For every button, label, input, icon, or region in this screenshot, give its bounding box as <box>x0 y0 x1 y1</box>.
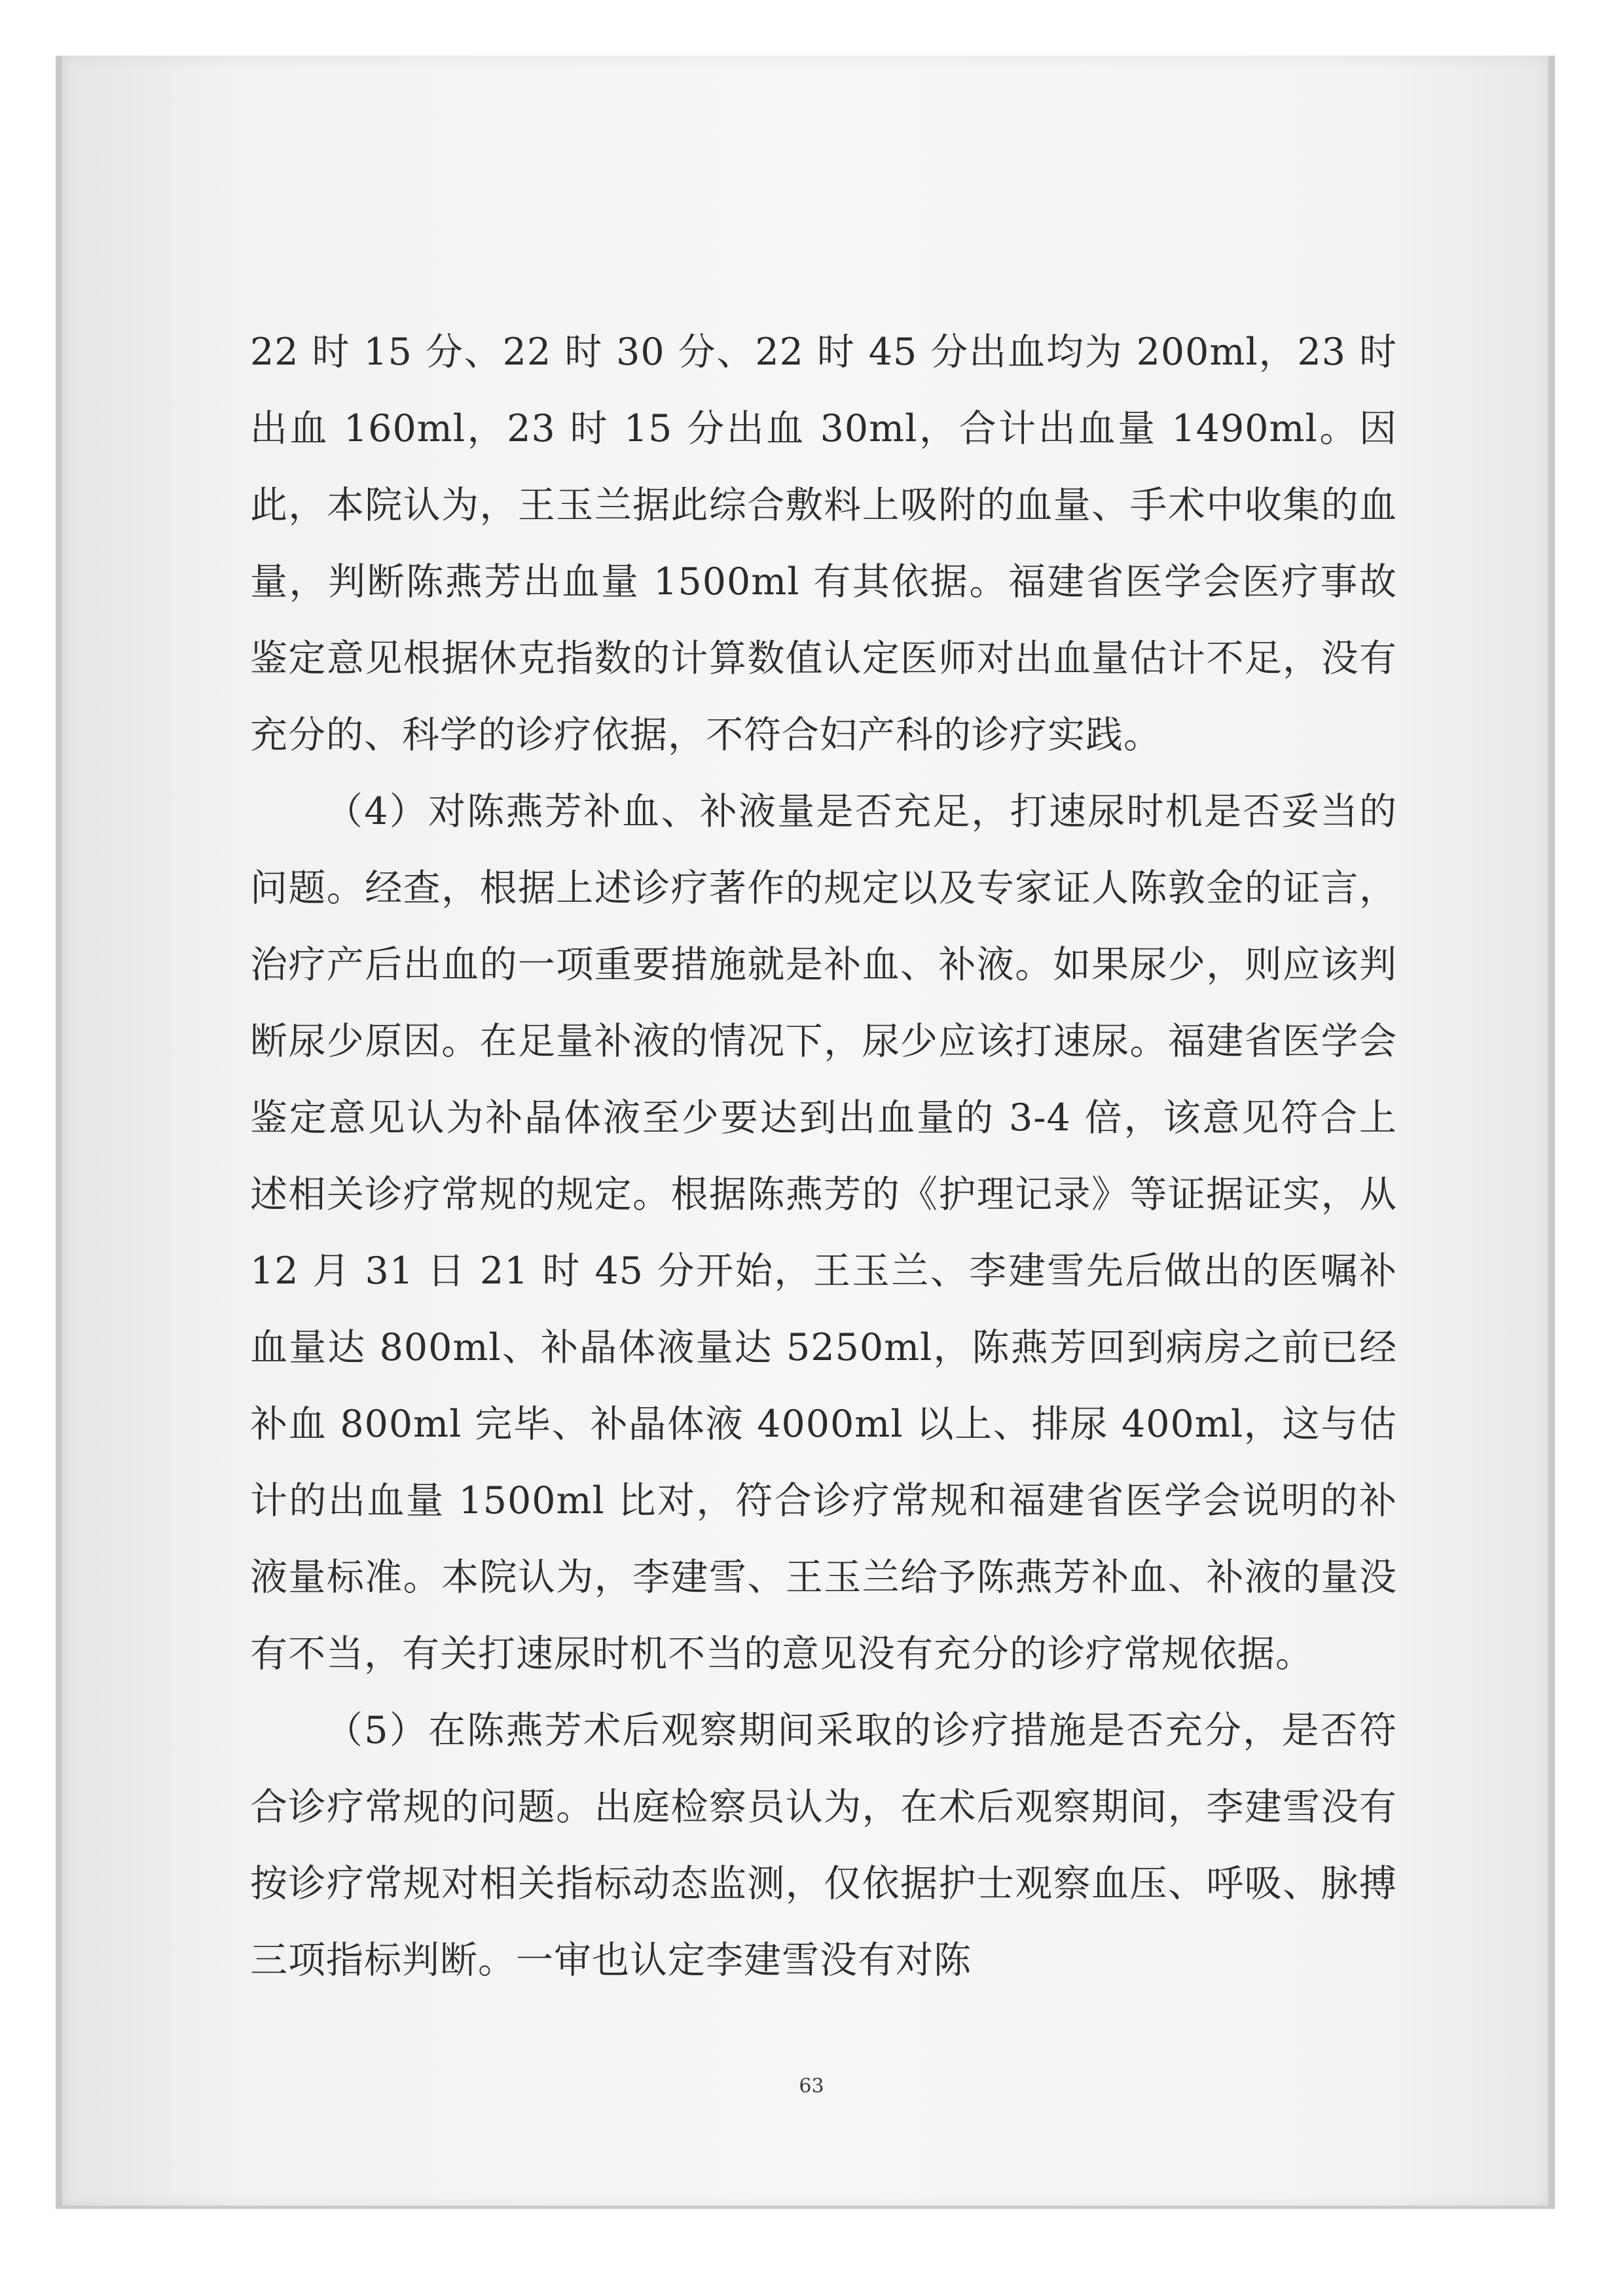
page-number: 63 <box>799 2075 824 2098</box>
body-text <box>250 314 1397 1999</box>
paragraph-1: 22 时 15 分、22 时 30 分、22 时 45 分出血均为 200ml，23 时出血 160ml，23 时 15 分出血 30ml，合计出血量 1490ml。因此，本院认为，王玉兰据此综合敷料上吸附的血量、手术中收集的血量，判断陈燕芳出血量 1500ml 有其依据。福建省医学会医疗事故鉴定意见根据休克指数的计算数值认定医师对出血量估计不足，没有充分的、科学的诊疗依据，不符合妇产科的诊疗实践。 <box>250 331 1397 757</box>
paragraph-2: （4）对陈燕芳补血、补液量是否充足，打速尿时机是否妥当的问题。经查，根据上述诊疗著作的规定以及专家证人陈敦金的证言，治疗产后出血的一项重要措施就是补血、补液。如果尿少，则应该判断尿少原因。在足量补液的情况下，尿少应该打速尿。福建省医学会鉴定意见认为补晶体液至少要达到出血量的 3-4 倍，该意见符合上述相关诊疗常规的规定。根据陈燕芳的《护理记录》等证据证实，从 12 月 31 日 21 时 45 分开始，王玉兰、李建雪先后做出的医嘱补血量达 800ml、补晶体液量达 5250ml，陈燕芳回到病房之前已经补血 800ml 完毕、补晶体液 4000ml 以上、排尿 400ml，这与估计的出血量 1500ml 比对，符合诊疗常规和福建省医学会说明的补液量标准。本院认为，李建雪、王玉兰给予陈燕芳补血、补液的量没有不当，有关打速尿时机不当的意见没有充分的诊疗常规依据。 <box>250 790 1397 1676</box>
paragraph-3: （5）在陈燕芳术后观察期间采取的诊疗措施是否充分，是否符合诊疗常规的问题。出庭检察员认为，在术后观察期间，李建雪没有按诊疗常规对相关指标动态监测，仅依据护士观察血压、呼吸、脉搏三项指标判断。一审也认定李建雪没有对陈 <box>250 1709 1397 1982</box>
